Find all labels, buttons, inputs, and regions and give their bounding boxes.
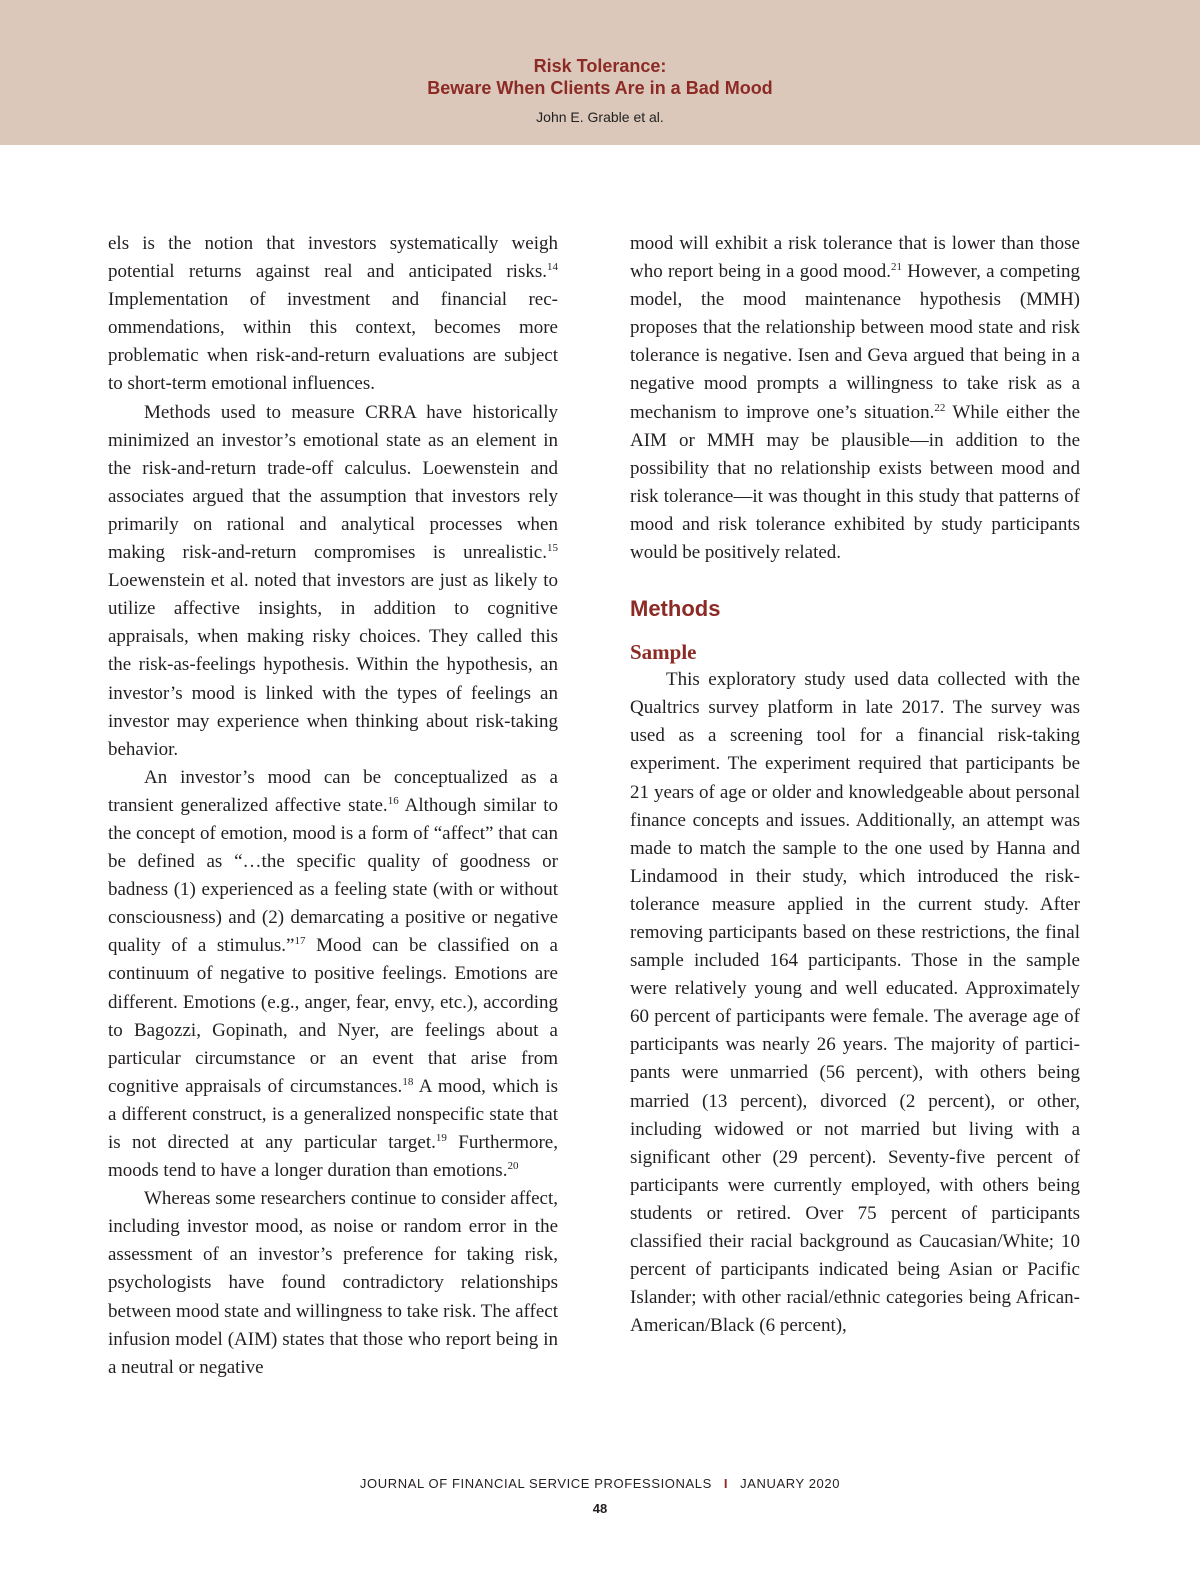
section-heading-methods: Methods [630,596,721,622]
footnote-ref: 14 [547,261,558,274]
article-title-line-2: Beware When Clients Are in a Bad Mood [427,78,773,98]
left-column [108,230,558,1382]
issue-date: JANUARY 2020 [740,1476,841,1491]
footnote-ref: 15 [547,542,558,555]
paragraph: Whereas some researchers continue to consider affect, including investor mood, as noise or random error in the assessment of an investor’s preference for taking risk, psychologists have found contradictory relationships between mood state and willingness to take risk. The affect infusion model (AIM) states that those who report being in a neutral or negative [108,1188,558,1378]
footnote-ref: 17 [294,935,306,948]
article-authors: John E. Grable et al. [536,109,664,125]
article-title-line-1: Risk Tolerance: [533,56,667,76]
footnote-ref: 22 [934,401,946,414]
paragraph: mood will exhibit a risk tolerance that is lower than those who report being in a good mood.$^{21}$ However, a competing model, the mood maintenance hypothesis (MMH) proposes that the relationship between mood state and risk tolerance is negative. Isen and Geva argued that being in a negative mood prompts a willingness to take risk as a mechanism to improve one’s situation.$^{22}$ While either the AIM or MMH may be plausible—in addition to the possibility that no relationship exists between mood and risk tolerance—it was thought in this study that patterns of mood and risk tolerance exhibited by study participants would be positively related. [630,233,1080,564]
footnote-ref: 18 [402,1075,414,1088]
page-footer [0,1475,1200,1493]
footnote-ref: 20 [507,1160,519,1173]
footnote-ref: 19 [435,1132,447,1144]
subsection-heading-sample: Sample [630,640,697,665]
paragraph: els is the notion that investors systematically weigh potential returns against real and anticipated risks.$^{14}$ Implementation of investment and financial recommendations, within this context, becomes more problematic when risk-and-return evaluations are subject to short-term emotional influences. [108,233,558,395]
paragraph: An investor’s mood can be conceptualized as a transient generalized affective state.$^{16}$ Although similar to the concept of emotion, mood is a form of “affect” that can be defined as “…the specific quality of goodness or badness (1) experienced as a feeling state (with or without consciousness) and (2) demarcating a positive or negative quality of a stimulus.”$^{17}$ Mood can be classified on a continuum of negative to positive feelings. Emotions are different. Emotions (e.g., anger, fear, envy, etc.), according to Bagozzi, Gopinath, and Nyer, are feelings about a particular circumstance or an event that arise from cognitive appraisals of circumstances.$^{18}$ A mood, which is a different construct, is a generalized nonspecific state that is not directed at any particular target.$^{19}$ Furthermore, moods tend to have a longer duration than emotions.$^{20}$ [108,766,558,1182]
footnote-ref: 16 [387,794,399,807]
journal-name: JOURNAL OF FINANCIAL SERVICE PROFESSIONALS [359,1476,712,1491]
paragraph: This exploratory study used data collected with the Qualtrics survey platform in late 2017. The survey was used as a screening tool for a financial risk-taking experiment. The experiment required that participants be 21 years of age or older and knowledgeable about personal finance concepts and issues. Additionally, an attempt was made to match the sample to the one used by Hanna and Lindamood in their study, which introduced the risk-tolerance measure applied in the current study. After removing participants based on these restrictions, the final sample included 164 participants. Those in the sample were relatively young and well educated. Approximately 60 percent of participants were female. The average age of participants was nearly 26 years. The majority of participants were unmarried (56 percent), with others being married (13 percent), divorced (2 percent), or other, including widowed or not married but living with a significant other (29 percent). Seventy-five percent of participants were currently employed, with others being students or retired. Over 75 percent of participants classified their racial background as Caucasian/​White; 10 percent of participants indicated being Asian or Pacific Islander; with other racial/ethnic categories being African-American/Black (6 percent), [630,669,1080,1337]
page-number: 48 [592,1501,608,1516]
paragraph: Methods used to measure CRRA have historically minimized an investor’s emotional state as an element in the risk-and-return trade-off calculus. Loewenstein and associates argued that the assumption that investors rely primarily on rational and analytical processes when making risk-and-return compromises is unrealistic.$^{15}$ Loewenstein et al. noted that investors are just as likely to utilize affective insights, in addition to cognitive appraisals, when making risky choices. They called this the risk-as-feelings hypothesis. Within the hypothesis, an investor’s mood is linked with the types of feelings an investor may experience when thinking about risk-taking behavior. [108,401,558,760]
right-column [630,230,1080,1340]
footer-separator: I [723,1476,729,1491]
footnote-ref: 21 [891,261,902,274]
running-header [0,0,1200,145]
